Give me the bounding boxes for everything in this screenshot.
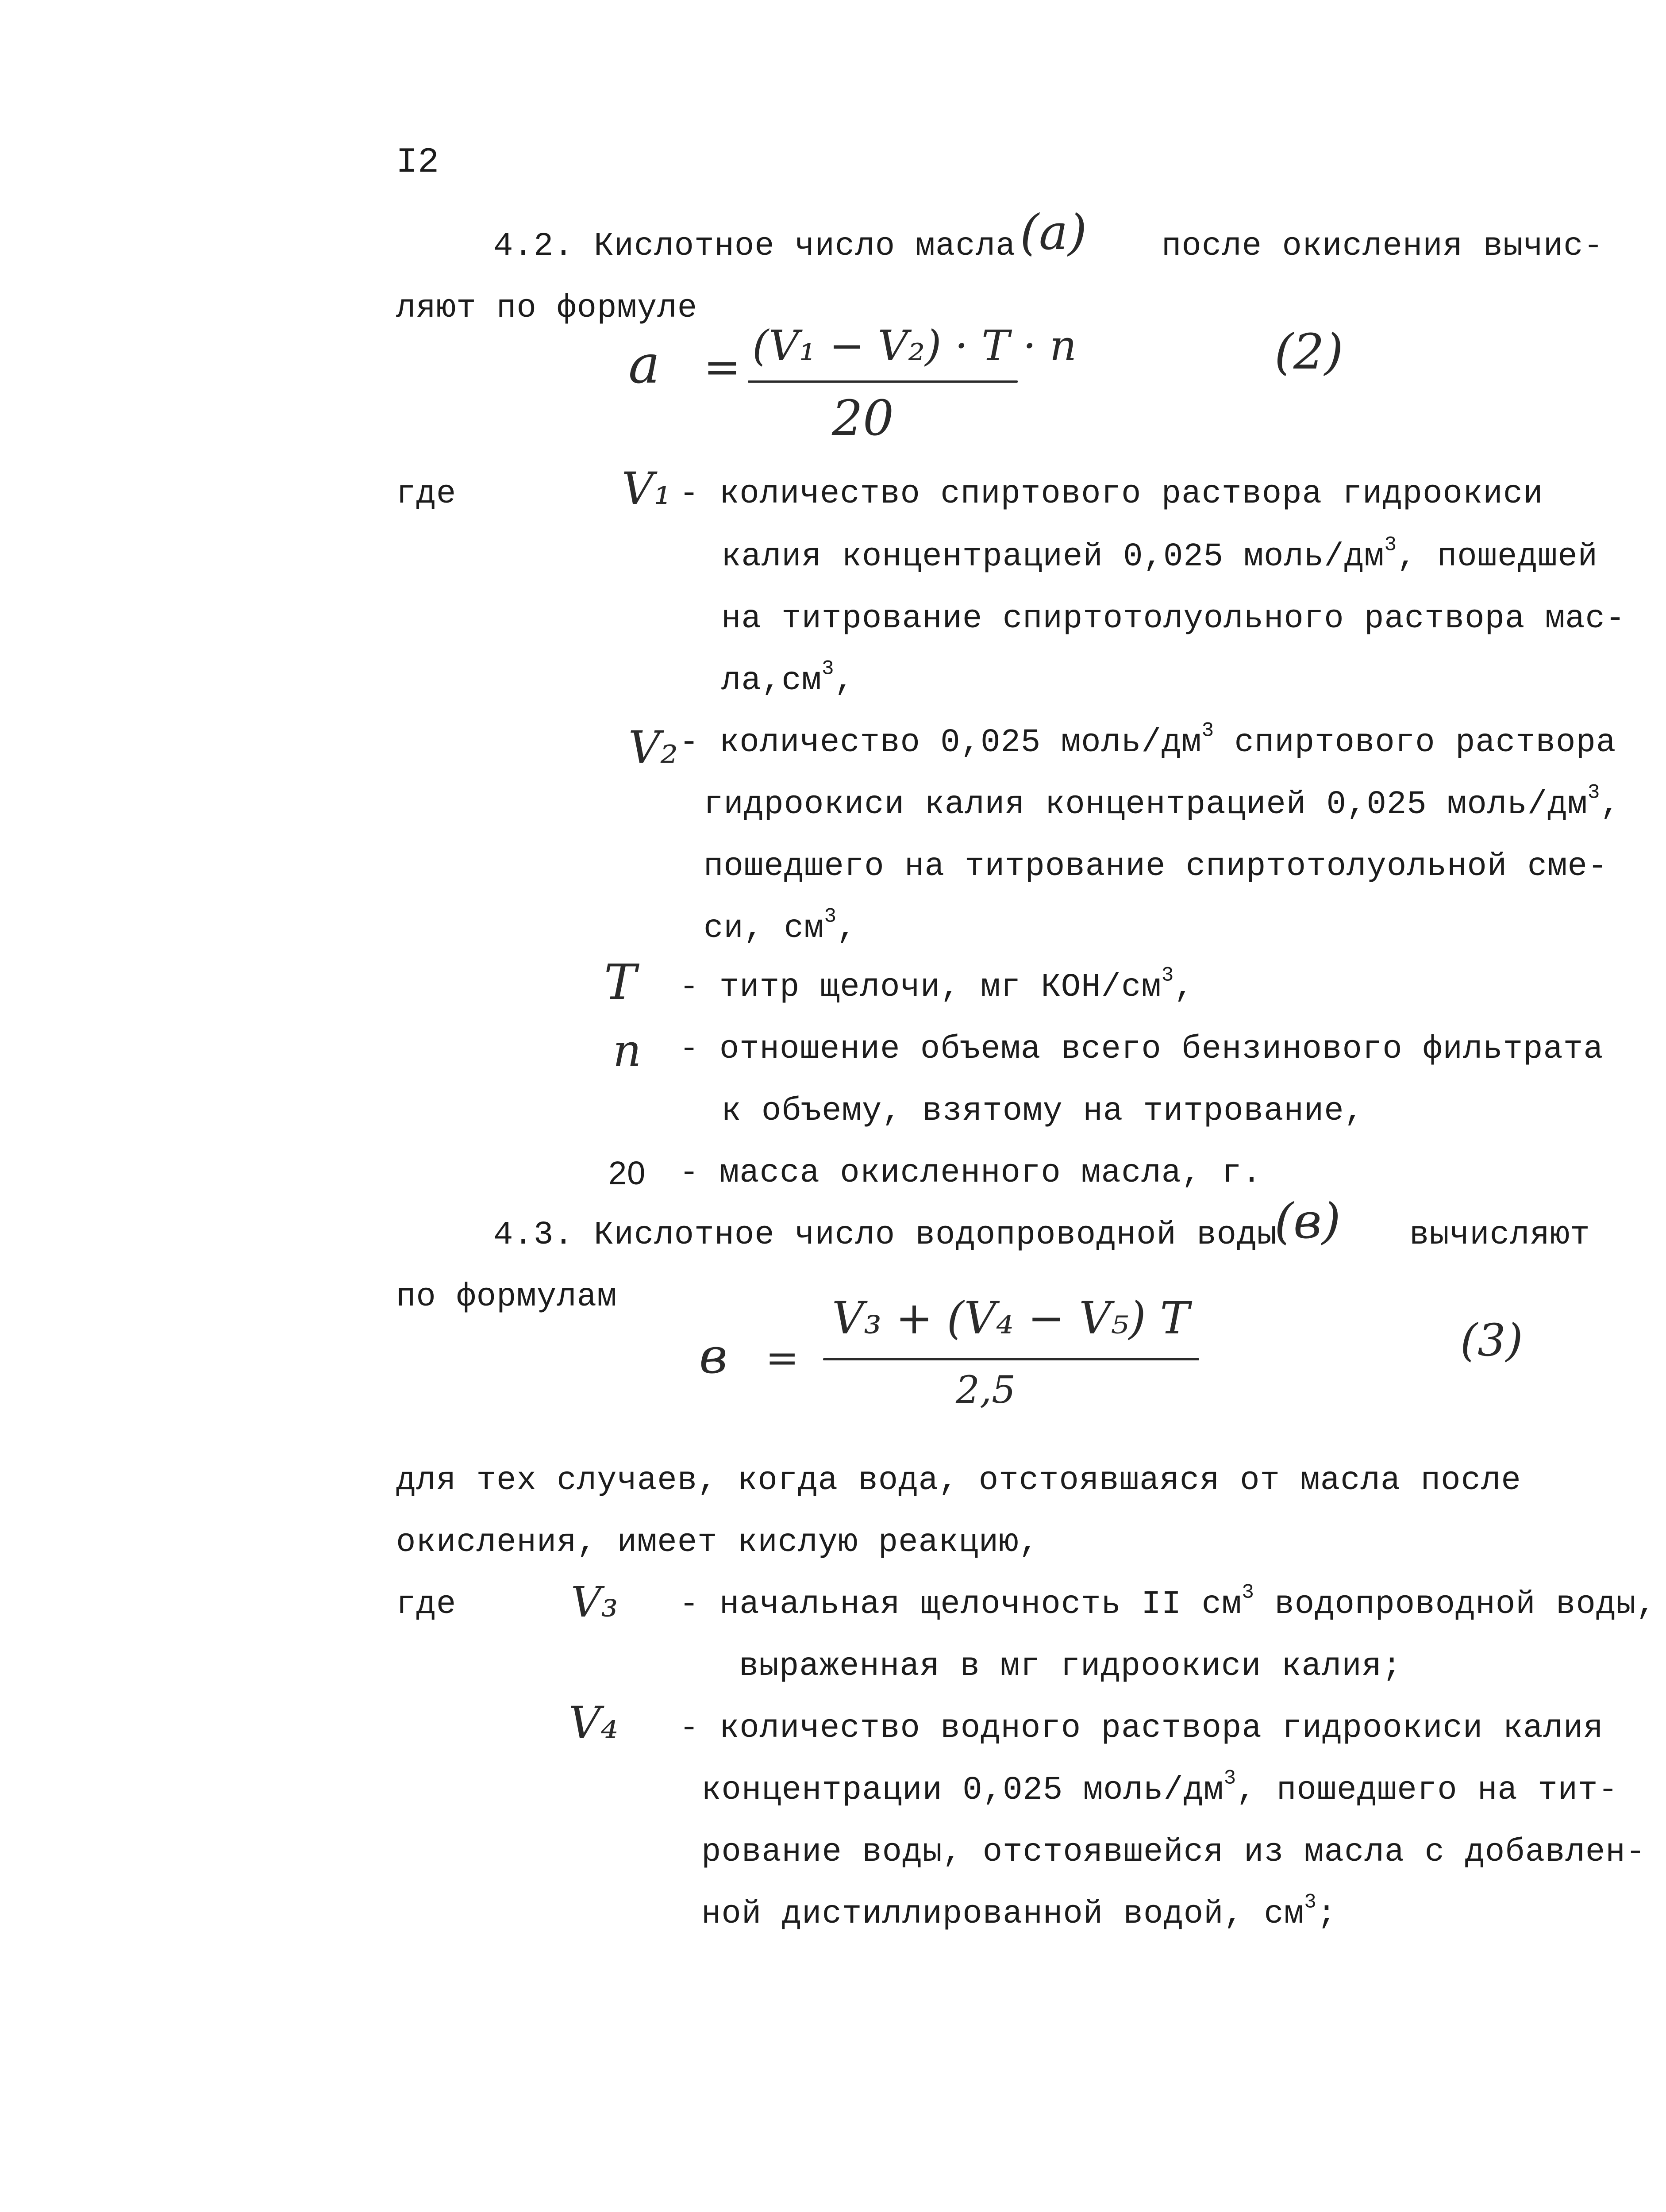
section-4-2-intro [493, 230, 1016, 263]
formula-2-eq: = [704, 341, 741, 393]
def-v4-line4-text: ной дистиллированной водой, см [701, 1896, 1304, 1933]
def-n-symbol: n [613, 1025, 642, 1076]
def-v1-symbol: V₁ [622, 463, 672, 515]
superscript-3: 3 [824, 905, 837, 928]
superscript-3: 3 [1384, 533, 1397, 557]
def-n-line1: - отношение объема всего бензинового фильтрата [679, 1031, 1604, 1068]
def-v3-symbol: V₃ [571, 1578, 618, 1627]
def-v4-line1: - количество водного раствора гидроокиси калия [679, 1710, 1604, 1747]
section-4-2-line2: ляют по формуле [396, 290, 698, 327]
section-4-3-line2: по формулам [396, 1279, 617, 1316]
def-v4-line2-tail: , пошедшего на тит- [1236, 1772, 1618, 1809]
def-v2-line1-text: - количество 0,025 моль/дм [679, 724, 1202, 761]
where-label-2: где [396, 1586, 457, 1623]
def-20-symbol: 20 [608, 1155, 646, 1191]
def-v1-line2 [721, 533, 1598, 576]
def-t-line1-text: - титр щелочи, мг КОН/см [679, 969, 1162, 1006]
def-v1-line4 [721, 657, 854, 699]
def-v4-symbol: V₄ [569, 1697, 619, 1749]
def-v1-line3: на титрование спиртотолуольного раствора мас- [721, 600, 1626, 637]
def-v2-symbol: V₂ [628, 722, 678, 773]
formula-3-numerator: V₃ + (V₄ − V₅) T [832, 1292, 1190, 1344]
section-4-3-line1-start: 4.3. Кислотное число водопроводной воды [493, 1217, 1277, 1254]
page-number: I2 [396, 142, 440, 183]
section-4-3-line1-end: вычисляют [1409, 1217, 1590, 1254]
def-v4-line4 [701, 1890, 1337, 1933]
def-t-line1-tail: , [1174, 969, 1194, 1006]
formula-2-number: (2) [1274, 323, 1343, 380]
def-v1-line1: - количество спиртового раствора гидроокиси [679, 476, 1543, 513]
formula-3-fraction-bar [823, 1358, 1199, 1360]
def-v2-line2 [704, 781, 1620, 823]
superscript-3: 3 [1224, 1767, 1237, 1790]
def-v4-line2 [701, 1767, 1618, 1809]
def-v4-line2-text: концентрации 0,025 моль/дм [701, 1772, 1224, 1809]
superscript-3: 3 [1161, 964, 1174, 987]
def-v2-line4 [704, 905, 857, 947]
symbol-a: (а) [1020, 204, 1087, 261]
def-v4-line3: рование воды, отстоявшейся из масла с добавлен- [701, 1834, 1646, 1871]
superscript-3: 3 [1587, 781, 1601, 804]
def-v4-line4-tail: ; [1316, 1896, 1337, 1933]
def-20-line1: - масса окисленного масла, г. [679, 1155, 1262, 1192]
def-v3-line1 [679, 1581, 1657, 1623]
formula-3-lhs: в [699, 1328, 728, 1384]
def-v2-line4-text: си, см [704, 910, 824, 947]
def-v1-line2-text: калия концентрацией 0,025 моль/дм [721, 538, 1385, 576]
superscript-3: 3 [1242, 1581, 1254, 1604]
def-v2-line2-tail: , [1600, 786, 1620, 823]
def-v2-line4-tail: , [836, 910, 857, 947]
formula-2-fraction-bar [748, 380, 1018, 383]
formula-3-denominator: 2,5 [956, 1368, 1016, 1412]
superscript-3: 3 [1201, 719, 1215, 742]
section-4-3-after-2: окисления, имеет кислую реакцию, [396, 1524, 1039, 1561]
def-t-symbol: T [604, 954, 637, 1010]
formula-2-lhs: а [628, 334, 660, 396]
def-v2-line1 [679, 719, 1616, 761]
symbol-b: (в) [1274, 1193, 1341, 1249]
formula-2-numerator: (V₁ − V₂) · T · n [752, 322, 1077, 370]
def-v1-line2-tail: , пошедшей [1397, 538, 1598, 576]
def-v3-line2: выраженная в мг гидроокиси калия; [739, 1648, 1402, 1685]
def-t-line1 [679, 964, 1194, 1006]
superscript-3: 3 [1304, 1890, 1317, 1914]
def-v2-line1-tail: спиртового раствора [1214, 724, 1616, 761]
def-v2-line2-text: гидроокиси калия концентрацией 0,025 моль/дм [704, 786, 1588, 823]
def-v1-line4-text: ла,см [721, 662, 822, 699]
superscript-3: 3 [822, 657, 835, 680]
section-4-3-after-1: для тех случаев, когда вода, отстоявшаяся от масла после [396, 1462, 1521, 1499]
formula-3-number: (3) [1460, 1314, 1523, 1366]
section-4-2-line1-end: после окисления вычис- [1162, 228, 1604, 265]
formula-3-eq: = [766, 1335, 799, 1381]
def-v3-line1-text: - начальная щелочность II см [679, 1586, 1242, 1623]
formula-2-denominator: 20 [832, 390, 894, 446]
section-4-2-line1-start: 4.2. Кислотное число масла [493, 228, 1016, 265]
def-v1-line4-tail: , [834, 662, 854, 699]
def-n-line2: к объему, взятому на титрование, [721, 1093, 1365, 1130]
def-v2-line3: пошедшего на титрование спиртотолуольной сме- [704, 848, 1608, 885]
where-label-1: где [396, 476, 457, 513]
def-v3-line1-tail: водопроводной воды, [1254, 1586, 1657, 1623]
